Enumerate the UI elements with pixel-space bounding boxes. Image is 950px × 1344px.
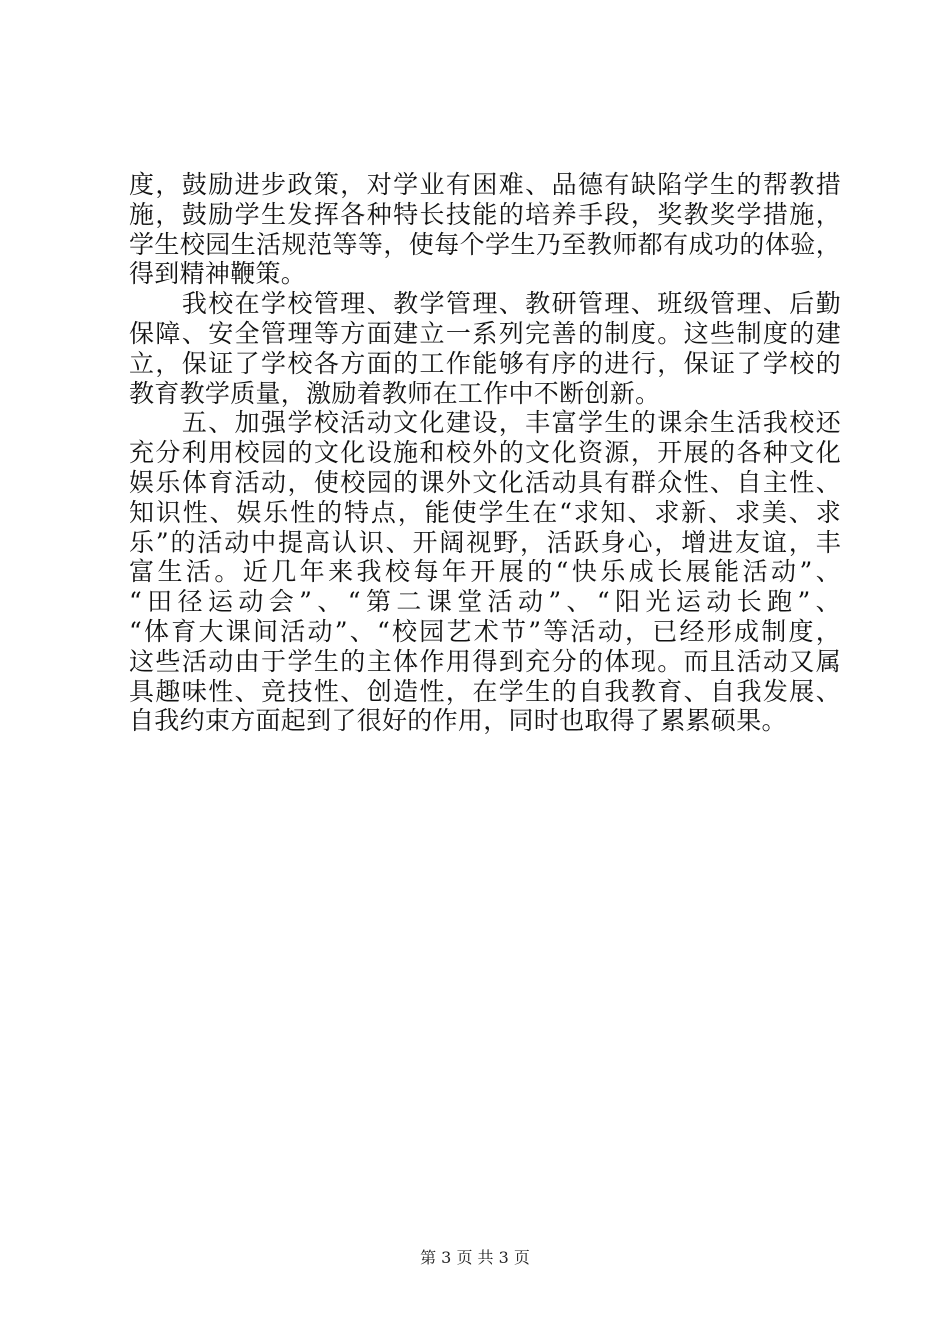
text-line: 娱乐体育活动，使校园的课外文化活动具有群众性、自主性、 xyxy=(129,467,841,497)
text-line: 施，鼓励学生发挥各种特长技能的培养手段，奖教奖学措施， xyxy=(129,199,841,229)
text-line: 度，鼓励进步政策，对学业有困难、品德有缺陷学生的帮教措 xyxy=(129,170,841,199)
text-line: “田径运动会”、“第二课堂活动”、“阳光运动长跑”、 xyxy=(129,587,841,617)
text-line: 具趣味性、竞技性、创造性，在学生的自我教育、自我发展、 xyxy=(129,676,841,706)
text-line: “体育大课间活动”、“校园艺术节”等活动，已经形成制度， xyxy=(129,616,841,646)
text-line: 自我约束方面起到了很好的作用，同时也取得了累累硕果。 xyxy=(129,706,787,736)
text-line: 保障、安全管理等方面建立一系列完善的制度。这些制度的建 xyxy=(129,318,841,348)
text-line: 富生活。近几年来我校每年开展的“快乐成长展能活动”、 xyxy=(129,557,841,587)
text-line: 这些活动由于学生的主体作用得到充分的体现。而且活动又属 xyxy=(129,646,841,676)
text-line: 我校在学校管理、教学管理、教研管理、班级管理、后勤 xyxy=(129,289,841,319)
text-line: 立，保证了学校各方面的工作能够有序的进行，保证了学校的 xyxy=(129,348,841,378)
text-line: 教育教学质量，激励着教师在工作中不断创新。 xyxy=(129,378,661,408)
text-line: 乐”的活动中提高认识、开阔视野，活跃身心，增进友谊，丰 xyxy=(129,527,841,557)
text-line: 充分利用校园的文化设施和校外的文化资源，开展的各种文化 xyxy=(129,438,841,468)
page-footer: 第 3 页 共 3 页 xyxy=(420,1248,530,1267)
text-line: 知识性、娱乐性的特点，能使学生在“求知、求新、求美、求 xyxy=(129,497,841,527)
text-line: 得到精神鞭策。 xyxy=(129,259,307,289)
text-line: 五、加强学校活动文化建设，丰富学生的课余生活我校还 xyxy=(129,408,841,438)
body-text xyxy=(129,170,841,736)
text-line: 学生校园生活规范等等，使每个学生乃至教师都有成功的体验， xyxy=(129,229,841,259)
